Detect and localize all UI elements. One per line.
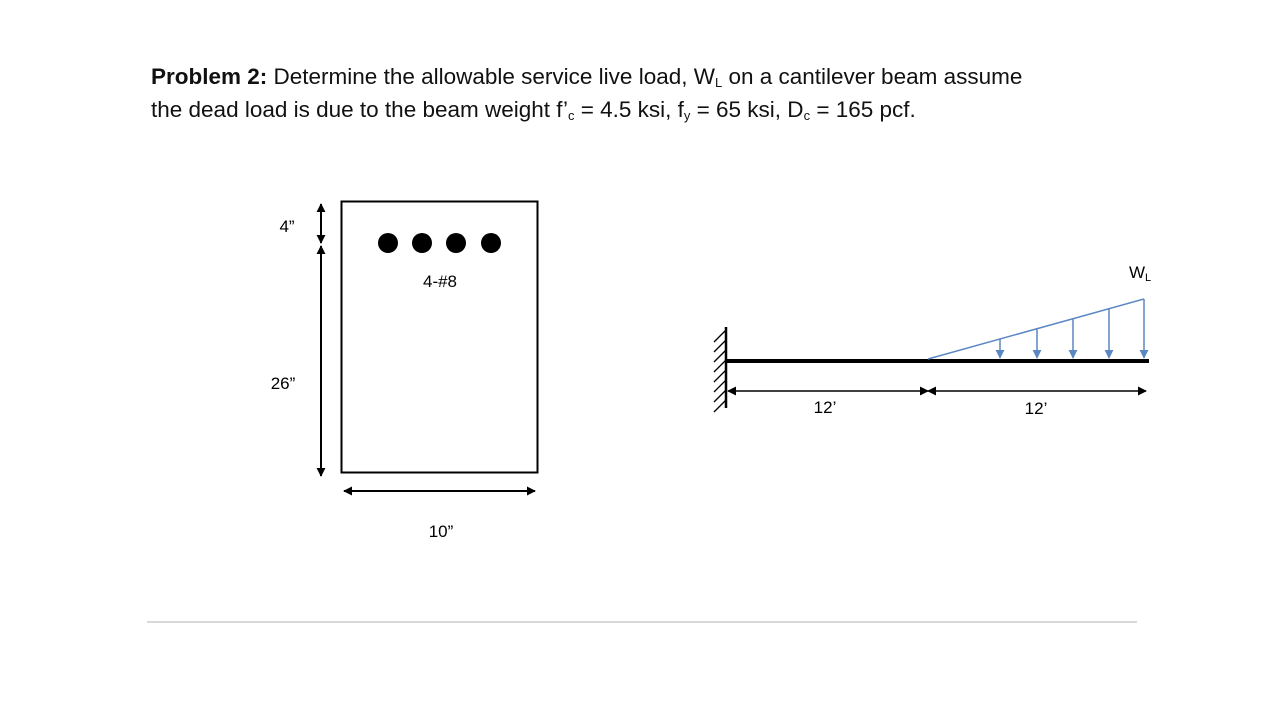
problem-text-2: on a cantilever beam assume xyxy=(722,64,1023,89)
fixed-support xyxy=(714,327,726,412)
distributed-load xyxy=(928,299,1144,359)
problem-text-3: the dead load is due to the beam weight f’ xyxy=(151,97,568,122)
problem-sub-c1: c xyxy=(567,108,575,123)
problem-sub-l: L xyxy=(714,75,723,90)
span-1-label: 12’ xyxy=(813,398,837,417)
rebar-circle xyxy=(481,233,501,253)
problem-text-5: = 65 ksi, D xyxy=(690,97,804,122)
beam-cross-section xyxy=(271,202,538,542)
cantilever-beam-diagram xyxy=(714,263,1151,418)
span-2-label: 12’ xyxy=(1024,399,1048,418)
problem-sub-y: y xyxy=(683,108,691,123)
rebar-circle xyxy=(412,233,432,253)
cover-dimension-label: 4” xyxy=(279,217,295,236)
load-label: WL xyxy=(1129,263,1152,284)
load-envelope xyxy=(928,299,1144,359)
depth-dimension-label: 26” xyxy=(270,374,296,393)
rebar-label: 4-#8 xyxy=(422,272,458,291)
problem-text-4: = 4.5 ksi, f xyxy=(574,97,684,122)
problem-text-1: Determine the allowable service live load, W xyxy=(267,64,715,89)
problem-text-6: = 165 pcf. xyxy=(810,97,916,122)
rebar-circle xyxy=(378,233,398,253)
horizontal-divider xyxy=(147,621,1137,623)
width-dimension-label: 10” xyxy=(428,522,454,541)
problem-label: Problem 2: xyxy=(151,64,268,89)
problem-sub-c2: c xyxy=(803,108,811,123)
section-outline xyxy=(342,202,538,473)
rebar-circle xyxy=(446,233,466,253)
